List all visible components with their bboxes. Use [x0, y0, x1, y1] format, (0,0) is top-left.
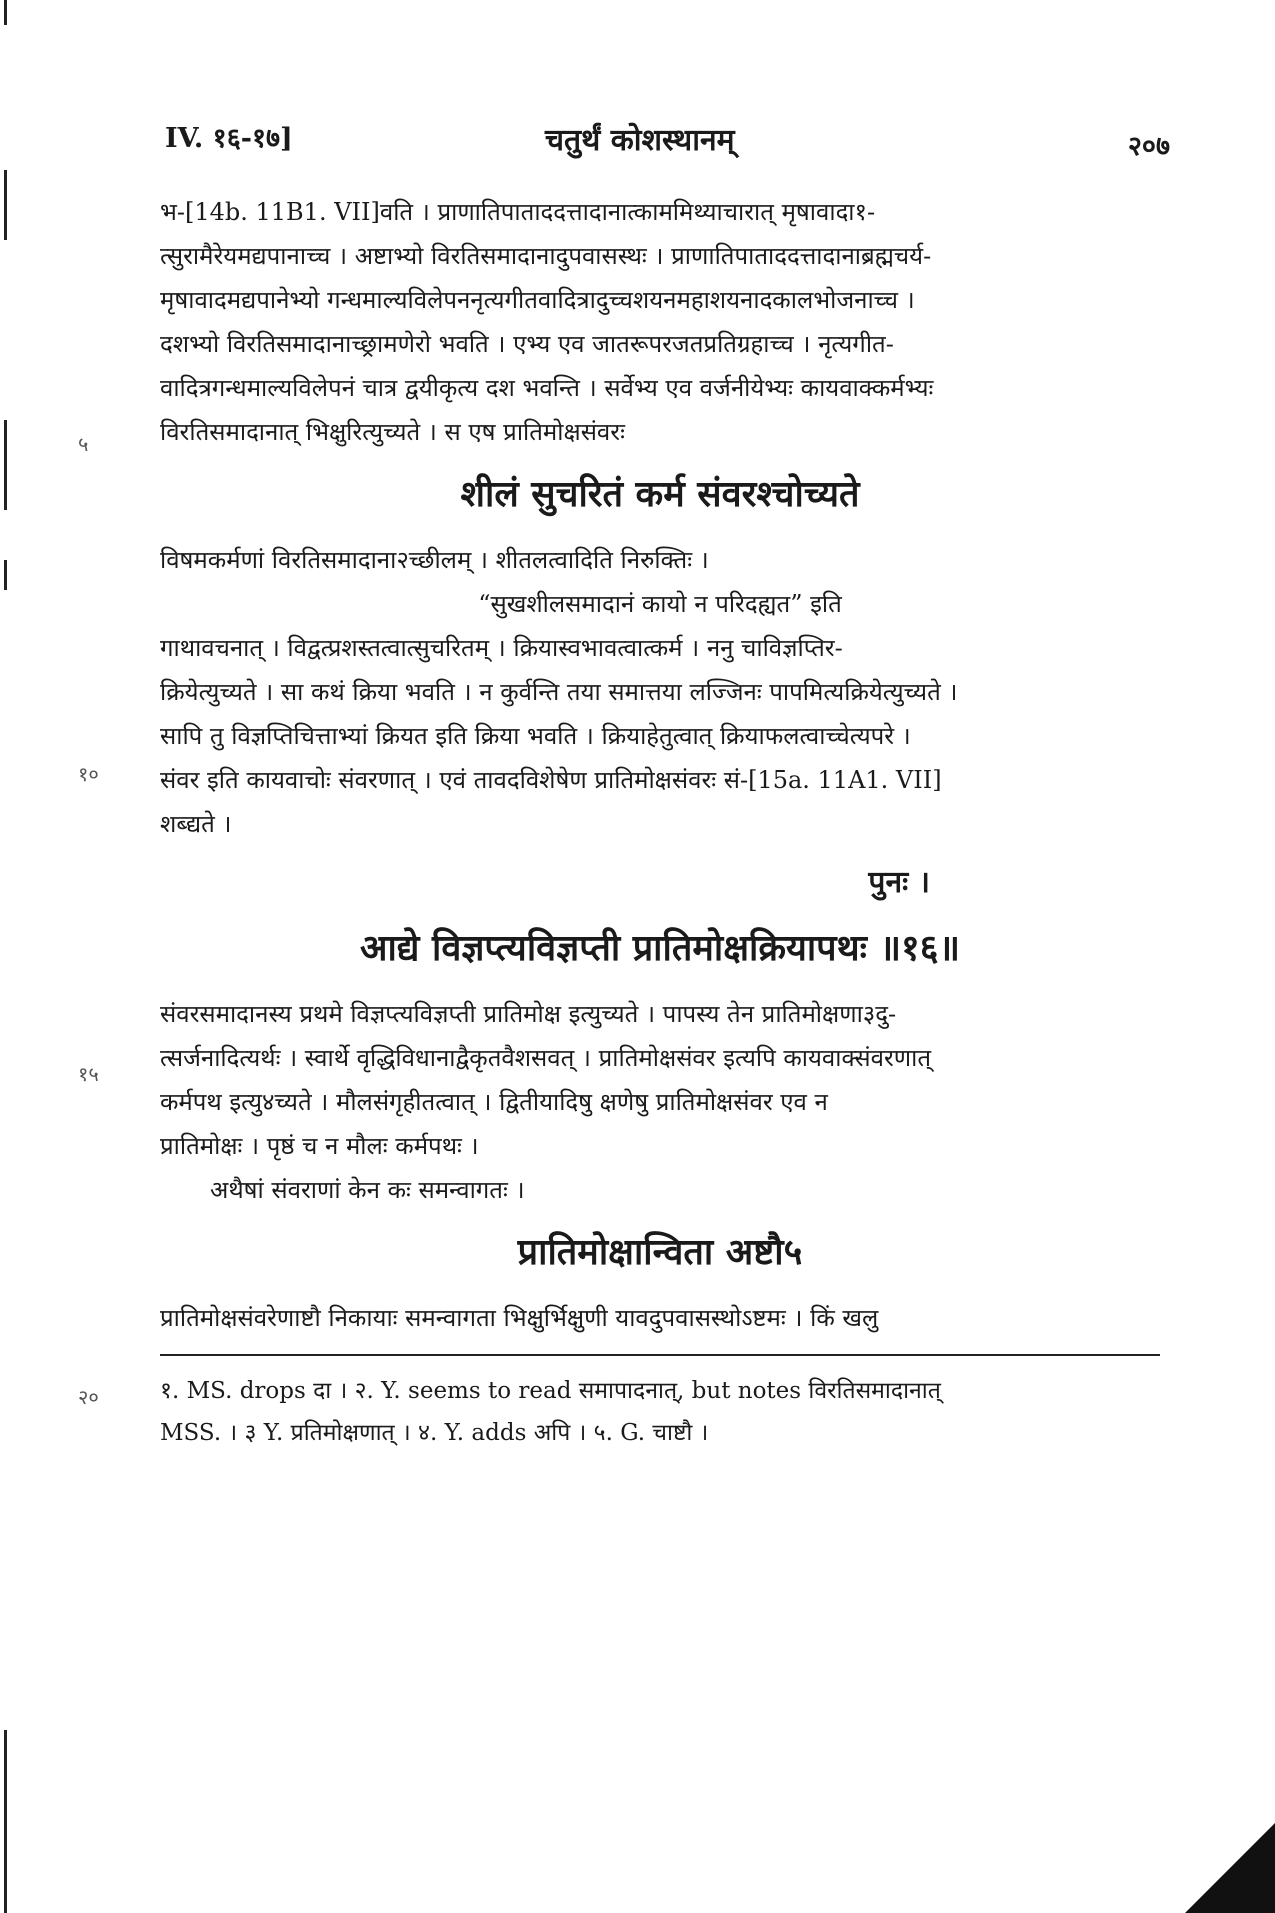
scan-edge-mark — [4, 560, 7, 590]
verse-heading: प्रातिमोक्षान्विता अष्टौ५ — [517, 1231, 803, 1273]
main-text — [160, 190, 1160, 1454]
text-line: गाथावचनात् । विद्वत्प्रशस्तत्वात्सुचरितम् । क्रियास्वभावत्वात्कर्म । ननु चाविज्ञप्तिर- — [160, 634, 843, 662]
verse-heading: शीलं सुचरितं कर्म संवरश्चोच्यते — [460, 473, 860, 515]
text-line: त्सुरामैरेयमद्यपानाच्च । अष्टाभ्यो विरतिसमादानादुपवासस्थः । प्राणातिपाताददत्तादानाब्रह्मचर्य- — [160, 242, 932, 270]
text-line: प्रातिमोक्षसंवरेणाष्टौ निकायाः समन्वागता भिक्षुर्भिक्षुणी यावदुपवासस्थोऽष्टमः । किं खलु — [160, 1304, 879, 1332]
text-line: शब्द्यते । — [160, 810, 232, 838]
scan-edge-mark — [4, 1730, 7, 1913]
text-line: विषमकर्मणां विरतिसमादाना२च्छीलम् । शीतलत्वादिति निरुक्तिः । — [160, 546, 709, 574]
punah-line: पुनः । — [868, 865, 930, 900]
paragraph — [160, 626, 1160, 846]
paragraph — [160, 190, 1160, 454]
text-line: भ-[14b. 11B1. VII]वति । प्राणातिपाताददत्तादानात्काममिथ्याचारात् मृषावादा१- — [160, 198, 876, 226]
text-line: मृषावादमद्यपानेभ्यो गन्धमाल्यविलेपननृत्यगीतवादित्रादुच्चशयनमहाशयनादकालभोजनाच्च । — [160, 286, 915, 314]
scan-edge-mark — [4, 170, 7, 240]
question-line: अथैषां संवराणां केन कः समन्वागतः । — [210, 1176, 525, 1204]
scan-edge-mark — [4, 420, 7, 510]
footnote-divider — [160, 1354, 1160, 1356]
text-line: सापि तु विज्ञप्तिचित्ताभ्यां क्रियत इति क्रिया भवति । क्रियाहेतुत्वात् क्रियाफलत्वाच्चेत्यपरे । — [160, 722, 911, 750]
footnotes — [160, 1370, 1160, 1454]
text-line: प्रातिमोक्षः । पृष्ठं च न मौलः कर्मपथः । — [160, 1132, 479, 1160]
verse-heading: आद्ये विज्ञप्त्यविज्ञप्ती प्रातिमोक्षक्रियापथः ॥१६॥ — [359, 927, 961, 969]
margin-line-number: २० — [78, 1385, 99, 1409]
header-section-ref: IV. १६-१७] — [165, 123, 293, 154]
margin-line-number: ५ — [78, 432, 89, 456]
header-title: चतुर्थं कोशस्थानम् — [545, 123, 735, 158]
text-line: कर्मपथ इत्यु४च्यते । मौलसंगृहीतत्वात् । द्वितीयादिषु क्षणेषु प्रातिमोक्षसंवर एव न — [160, 1088, 828, 1116]
text-line: संवर इति कायवाचोः संवरणात् । एवं तावदविशेषेण प्रातिमोक्षसंवरः सं-[15a. 11A1. VII] — [160, 766, 942, 794]
scan-edge-mark — [4, 0, 7, 25]
margin-line-number: १५ — [78, 1062, 99, 1086]
text-line: संवरसमादानस्य प्रथमे विज्ञप्त्यविज्ञप्ती प्रातिमोक्ष इत्युच्यते । पापस्य तेन प्रातिमोक्षणा३दु- — [160, 1000, 897, 1028]
quotation-line: “सुखशीलसमादानं कायो न परिदह्यत” इति — [478, 590, 842, 618]
text-line: विरतिसमादानात् भिक्षुरित्युच्यते । स एष प्रातिमोक्षसंवरः — [160, 418, 625, 446]
text-line: क्रियेत्युच्यते । सा कथं क्रिया भवति । न कुर्वन्ति तया समात्तया लज्जिनः पापमित्यक्रियेत्युच्यते । — [160, 678, 958, 706]
running-header — [165, 118, 1170, 162]
footnote-line: MSS. । ३ Y. प्रतिमोक्षणात् । ४. Y. adds अपि । ५. G. चाष्टौ । — [160, 1420, 709, 1446]
footnote-line: १. MS. drops दा । २. Y. seems to read समापादनात्, but notes विरतिसमादानात् — [160, 1378, 941, 1404]
page-number: २०७ — [1127, 131, 1170, 162]
scan-corner-shadow — [1185, 1823, 1275, 1913]
text-line: त्सर्जनादित्यर्थः । स्वार्थे वृद्धिविधानाद्वैकृतवैशसवत् । प्रातिमोक्षसंवर इत्यपि कायवाक्संवरणात् — [160, 1044, 932, 1072]
text-line: वादित्रगन्धमाल्यविलेपनं चात्र द्वयीकृत्य दश भवन्ति । सर्वेभ्य एव वर्जनीयेभ्यः कायवाक्कर्मभ्यः — [160, 374, 934, 402]
text-line: दशभ्यो विरतिसमादानाच्छ्रामणेरो भवति । एभ्य एव जातरूपरजतप्रतिग्रहाच्च । नृत्यगीत- — [160, 330, 894, 358]
margin-line-number: १० — [78, 762, 99, 786]
paragraph — [160, 992, 1160, 1168]
